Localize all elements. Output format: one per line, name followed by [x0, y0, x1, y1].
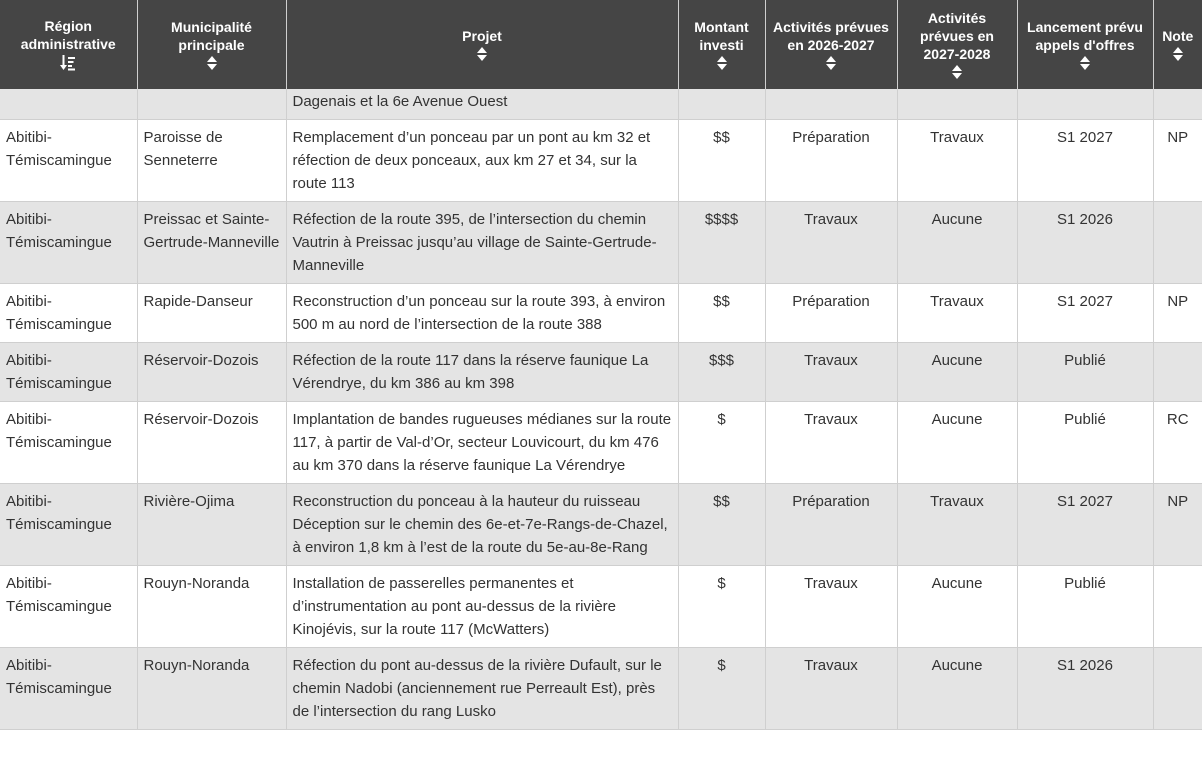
- table-row: [0, 483, 1202, 565]
- cell-region: Abitibi-Témiscamingue: [0, 119, 137, 201]
- sort-icon: [1079, 55, 1091, 71]
- cell-note: [1153, 89, 1202, 119]
- cell-project: Réfection de la route 395, de l’intersection du chemin Vautrin à Preissac jusqu’au village de Sainte-Gertrude-Manneville: [286, 201, 678, 283]
- cell-amount: $: [678, 647, 765, 729]
- cell-note: [1153, 565, 1202, 647]
- cell-municipality: Réservoir-Dozois: [137, 401, 286, 483]
- column-header-project[interactable]: [286, 0, 678, 89]
- cell-tender: S1 2026: [1017, 201, 1153, 283]
- cell-project: Installation de passerelles permanentes et d’instrumentation au pont au-dessus de la rivière Kinojévis, sur la route 117 (McWatters): [286, 565, 678, 647]
- cell-activities-2027: Travaux: [897, 119, 1017, 201]
- column-header-municipality[interactable]: [137, 0, 286, 89]
- cell-region: [0, 89, 137, 119]
- cell-note: NP: [1153, 283, 1202, 342]
- cell-amount: $: [678, 565, 765, 647]
- cell-tender: Publié: [1017, 342, 1153, 401]
- cell-activities-2027: [897, 89, 1017, 119]
- column-header-label: Région administrative: [20, 18, 116, 52]
- cell-region: Abitibi-Témiscamingue: [0, 401, 137, 483]
- cell-municipality: Réservoir-Dozois: [137, 342, 286, 401]
- column-header-activities-2027-2028[interactable]: [897, 0, 1017, 89]
- cell-amount: $$: [678, 283, 765, 342]
- cell-amount: $$$$: [678, 201, 765, 283]
- column-header-label: Activités prévues en 2026-2027: [773, 19, 889, 53]
- table-row: [0, 565, 1202, 647]
- column-header-amount[interactable]: [678, 0, 765, 89]
- table-row: [0, 401, 1202, 483]
- table-row: [0, 283, 1202, 342]
- cell-activities-2027: Aucune: [897, 647, 1017, 729]
- cell-activities-2027: Aucune: [897, 565, 1017, 647]
- cell-municipality: Rapide-Danseur: [137, 283, 286, 342]
- cell-note: [1153, 201, 1202, 283]
- column-header-label: Lancement prévu appels d'offres: [1027, 19, 1143, 53]
- cell-municipality: Preissac et Sainte-Gertrude-Manneville: [137, 201, 286, 283]
- cell-project: Réfection du pont au-dessus de la rivière Dufault, sur le chemin Nadobi (anciennement rue Perreault Est), près de l’intersection du rang Lusko: [286, 647, 678, 729]
- sort-icon: [476, 46, 488, 62]
- table-row: [0, 119, 1202, 201]
- cell-note: NP: [1153, 119, 1202, 201]
- cell-activities-2026: Préparation: [765, 119, 897, 201]
- cell-activities-2027: Aucune: [897, 342, 1017, 401]
- cell-region: Abitibi-Témiscamingue: [0, 647, 137, 729]
- cell-tender: S1 2027: [1017, 119, 1153, 201]
- cell-note: [1153, 647, 1202, 729]
- column-header-note[interactable]: [1153, 0, 1202, 89]
- column-header-label: Note: [1162, 28, 1194, 44]
- header-row: [0, 0, 1202, 89]
- cell-municipality: Rivière-Ojima: [137, 483, 286, 565]
- cell-note: NP: [1153, 483, 1202, 565]
- cell-activities-2026: Travaux: [765, 565, 897, 647]
- cell-activities-2026: Travaux: [765, 201, 897, 283]
- cell-activities-2026: Travaux: [765, 647, 897, 729]
- cell-region: Abitibi-Témiscamingue: [0, 342, 137, 401]
- cell-project: Reconstruction d’un ponceau sur la route 393, à environ 500 m au nord de l’intersection de la route 388: [286, 283, 678, 342]
- sort-icon: [1172, 46, 1184, 62]
- cell-project: Dagenais et la 6e Avenue Ouest: [286, 89, 678, 119]
- cell-activities-2027: Aucune: [897, 201, 1017, 283]
- cell-municipality: [137, 89, 286, 119]
- cell-project: Réfection de la route 117 dans la réserve faunique La Vérendrye, du km 386 au km 398: [286, 342, 678, 401]
- cell-project: Implantation de bandes rugueuses médianes sur la route 117, à partir de Val-d’Or, secteur Louvicourt, du km 476 au km 370 dans la réserve faunique La Vérendrye: [286, 401, 678, 483]
- cell-region: Abitibi-Témiscamingue: [0, 565, 137, 647]
- cell-region: Abitibi-Témiscamingue: [0, 483, 137, 565]
- cell-amount: $$: [678, 483, 765, 565]
- table-row: [0, 89, 1202, 119]
- cell-note: [1153, 342, 1202, 401]
- sort-icon: [951, 64, 963, 80]
- column-header-region[interactable]: [0, 0, 137, 89]
- cell-municipality: Rouyn-Noranda: [137, 647, 286, 729]
- sort-desc-active-icon: [60, 54, 76, 72]
- cell-activities-2026: [765, 89, 897, 119]
- cell-tender: S1 2026: [1017, 647, 1153, 729]
- cell-project: Remplacement d’un ponceau par un pont au km 32 et réfection de deux ponceaux, aux km 27 et 34, sur la route 113: [286, 119, 678, 201]
- sort-icon: [206, 55, 218, 71]
- cell-activities-2026: Préparation: [765, 483, 897, 565]
- cell-tender: Publié: [1017, 401, 1153, 483]
- cell-tender: S1 2027: [1017, 283, 1153, 342]
- cell-region: Abitibi-Témiscamingue: [0, 201, 137, 283]
- cell-municipality: Rouyn-Noranda: [137, 565, 286, 647]
- cell-region: Abitibi-Témiscamingue: [0, 283, 137, 342]
- cell-tender: [1017, 89, 1153, 119]
- cell-activities-2026: Travaux: [765, 401, 897, 483]
- cell-amount: [678, 89, 765, 119]
- cell-amount: $$: [678, 119, 765, 201]
- cell-tender: S1 2027: [1017, 483, 1153, 565]
- column-header-label: Montant investi: [694, 19, 749, 53]
- cell-activities-2026: Préparation: [765, 283, 897, 342]
- cell-activities-2027: Aucune: [897, 401, 1017, 483]
- cell-activities-2026: Travaux: [765, 342, 897, 401]
- table-row: [0, 342, 1202, 401]
- cell-amount: $: [678, 401, 765, 483]
- cell-municipality: Paroisse de Senneterre: [137, 119, 286, 201]
- table-row: [0, 201, 1202, 283]
- column-header-label: Activités prévues en 2027-2028: [920, 10, 994, 62]
- column-header-activities-2026-2027[interactable]: [765, 0, 897, 89]
- cell-activities-2027: Travaux: [897, 283, 1017, 342]
- sort-icon: [716, 55, 728, 71]
- cell-amount: $$$: [678, 342, 765, 401]
- table-row: [0, 647, 1202, 729]
- cell-note: RC: [1153, 401, 1202, 483]
- sort-icon: [825, 55, 837, 71]
- cell-tender: Publié: [1017, 565, 1153, 647]
- cell-activities-2027: Travaux: [897, 483, 1017, 565]
- cell-project: Reconstruction du ponceau à la hauteur du ruisseau Déception sur le chemin des 6e-et-7e-Rangs-de-Chazel, à environ 1,8 km à l’est de la route du 5e-au-8e-Rang: [286, 483, 678, 565]
- column-header-label: Municipalité principale: [171, 19, 252, 53]
- column-header-label: Projet: [462, 28, 502, 44]
- column-header-tender-launch[interactable]: [1017, 0, 1153, 89]
